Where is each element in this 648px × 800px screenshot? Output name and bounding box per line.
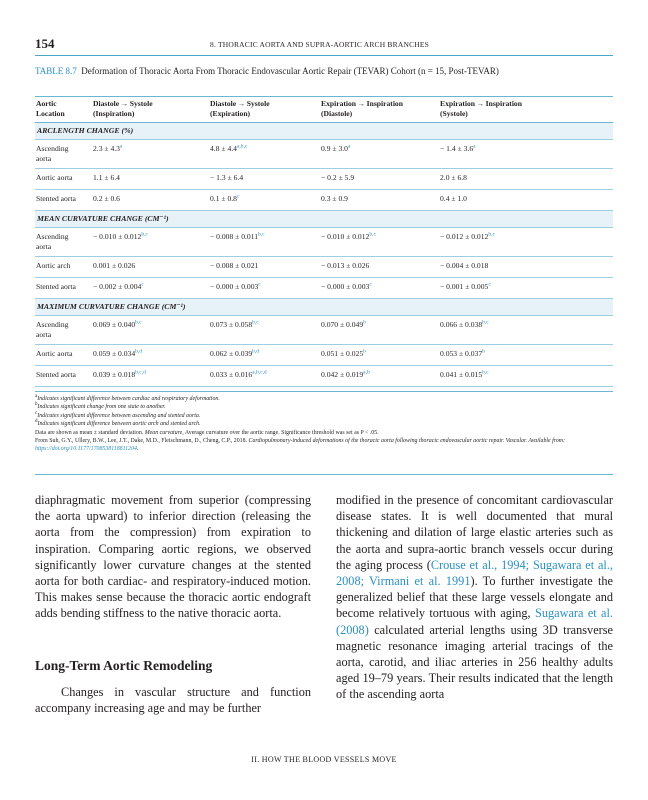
significance-marker: c [236,193,240,200]
value-cell: 0.4 ± 1.0 [440,190,613,211]
significance-marker: c [258,281,261,288]
table-row [35,169,613,190]
significance-marker: b [482,348,485,355]
significance-marker: b,c [258,231,265,238]
header-cell: Aortic Location [36,99,65,118]
value-cell: − 0.002 ± 0.004$^c$ [89,278,206,299]
table-row [35,190,613,211]
footnote-a: $^a$Indicates significant difference between cardiac and respiratory deformation. [35,394,220,402]
value-cell: $0.073 \pm 0.058^{b,c}$ [206,316,315,345]
table-row [35,345,613,366]
location-cell: Stented aorta [35,278,89,299]
significance-marker: b [363,319,366,326]
header-cell: Diastole → Systole (Inspiration) [93,99,153,118]
section-title: MEAN CURVATURE CHANGE (CM⁻¹) [35,211,613,228]
page-number: 154 [35,36,55,51]
value-cell: $0.033 \pm 0.016^{a,b,c,d}$ [206,366,315,387]
doi-link[interactable]: https://doi.org/10.1177/1708538118811204 [35,446,137,453]
location-cell: Stented aorta [35,366,89,387]
location-cell: Ascending aorta [35,140,89,169]
table-row [35,228,613,257]
significance-marker: b,c,d [135,369,146,376]
value-cell: 0.2 ± 0.6 [89,190,206,211]
value-cell: $0.069 \pm 0.040^{b,c}$ [89,316,206,345]
section-title: MAXIMUM CURVATURE CHANGE (CM⁻¹) [35,299,613,316]
section-heading: Long-Term Aortic Remodeling [35,658,213,673]
significance-marker: a [473,143,476,150]
significance-marker: b,c [482,369,489,376]
significance-marker: c [369,281,372,288]
source-note: From Suh, G.Y., Ullery, B.W., Lee, J.T., Dake, M.D., Fleischmann, D., Cheng, C.P., 2018. Cardiopulmonary-induced deformations of the thoracic aorta following thoracic endovascular aortic repair. Vascular. Available from: https://doi.org/10.1177/1708538118811204. [35,438,566,453]
significance-marker: b,c [135,319,142,326]
location-cell: Ascending aorta [35,228,89,257]
body-paragraph: modified in the presence of concomitant cardiovascular disease states. It is well documented that mural thickening and dilation of large elastic arteries such as the aorta and supra-aortic branch vessels occur during the aging process (Crouse et al., 1994; Sugawara et al., 2008; Virmani et al. 1991). To further investigate the generalized belief that these large vessels elongate and become relatively tortuous with aging, Sugawara et al. (2008) calculated arterial lengths using 3D transverse magnetic resonance imaging arterial tracings of the aorta, carotid, and iliac arteries in 256 healthy adults aged 19–79 years. Their results indicated that the length of the ascending aorta [336,493,614,702]
table-row [35,140,613,169]
significance-marker: b,d [252,348,260,355]
value-cell: 0.070 ± 0.049$^b$ [315,316,440,345]
significance-marker: b [363,348,366,355]
table-bottom-rule [35,474,613,475]
significance-marker: a,b [363,369,370,376]
value-cell: 0.3 ± 0.9 [315,190,440,211]
table-section-row [35,123,613,140]
data-note: Data are shown as mean ± standard deviation. Mean curvature, Average curvature over the aortic range. Significance threshold was set as P < .05. [35,429,379,436]
section-title: ARCLENGTH CHANGE (%) [35,123,613,140]
table-title: Deformation of Thoracic Aorta From Thoracic Endovascular Aortic Repair (TEVAR) Cohort (n = 15, Post-TEVAR) [81,66,499,76]
citation-link[interactable]: Crouse et al., 1994; Sugawara et al., 2008; Virmani et al. 1991 [336,557,613,589]
value-cell: $0.059 \pm 0.034^{b,d}$ [89,345,206,366]
significance-marker: b,c [252,319,259,326]
right-column-text [336,492,613,703]
value-cell: − $0.010 \pm 0.012^{b,c}$ [89,228,206,257]
table-header-row [35,97,613,123]
footnote-d: $^d$Indicates significant difference between aortic arch and stented arch. [35,419,201,428]
significance-marker: a [347,143,351,150]
significance-marker: b,c [482,319,489,326]
significance-marker: a [119,143,123,150]
header-cell: Diastole → Systole (Expiration) [210,99,270,118]
location-cell: Aortic arch [35,257,89,278]
significance-marker: c [488,281,491,288]
value-cell: 2.0 ± 6.8 [440,169,613,190]
header-cell: Expiration → Inspiration (Diastole) [321,99,403,118]
significance-marker: a,b,c,d [252,369,267,376]
table-row [35,278,613,299]
value-cell: 0.1 ± 0.8$^c$ [206,190,315,211]
body-paragraph: diaphragmatic movement from superior (compressing the aorta upward) to inferior direction (releasing the aorta from the compression) from expiration to inspiration. Comparing aortic regions, we observed significantly lower curvature changes at the stented aorta for both cardiac- and respiratory-induced motion. This makes sense because the thoracic aortic endograft adds bending stiffness to the native thoracic aorta. [35,493,311,621]
significance-marker: a,b,c [236,143,248,150]
value-cell: − 0.001 ± 0.005$^c$ [440,278,613,299]
table-caption [35,66,595,77]
table-row [35,257,613,278]
page-header [35,36,613,56]
footnote-b: $^b$Indicates significant change from one state to another. [35,402,166,411]
left-column-text [35,492,311,622]
value-cell: − $0.010 \pm 0.012^{b,c}$ [315,228,440,257]
footnote-c: $^c$Indicates significant difference between ascending and stented aorta. [35,410,201,419]
value-cell: − 0.000 ± 0.003$^c$ [315,278,440,299]
location-cell: Ascending aorta [35,316,89,345]
left-column-paragraph-2: Changes in vascular structure and function accompany increasing age and may be further [35,685,311,716]
value-cell: $0.039 \pm 0.018^{b,c,d}$ [89,366,206,387]
location-cell: Aortic aorta [35,169,89,190]
location-cell: Aortic aorta [35,345,89,366]
value-cell: 0.051 ± 0.025$^b$ [315,345,440,366]
table-section-row [35,211,613,228]
location-cell: Stented aorta [35,190,89,211]
value-cell: 0.001 ± 0.026 [89,257,206,278]
table-section-row [35,299,613,316]
value-cell: − 1.4 ± 3.6$^a$ [440,140,613,169]
value-cell: $0.041 \pm 0.015^{b,c}$ [440,366,613,387]
value-cell: 1.1 ± 6.4 [89,169,206,190]
page-footer: II. HOW THE BLOOD VESSELS MOVE [251,755,397,764]
value-cell: − 0.2 ± 5.9 [315,169,440,190]
table-label: TABLE 8.7 [35,66,77,76]
significance-marker: c [141,281,144,288]
table-footnotes [35,391,613,454]
value-cell: − $0.008 \pm 0.011^{b,c}$ [206,228,315,257]
data-table [35,96,613,387]
value-cell: $0.042 \pm 0.019^{a,b}$ [315,366,440,387]
value-cell: − 0.008 ± 0.021 [206,257,315,278]
value-cell: 0.9 ± 3.0$^a$ [315,140,440,169]
value-cell: $0.062 \pm 0.039^{b,d}$ [206,345,315,366]
table-body [35,123,613,387]
significance-marker: b,d [135,348,143,355]
header-cell: Expiration → Inspiration (Systole) [440,99,522,118]
value-cell: − 0.013 ± 0.026 [315,257,440,278]
value-cell: − 0.004 ± 0.018 [440,257,613,278]
value-cell: 0.053 ± 0.037$^b$ [440,345,613,366]
significance-marker: b,c [369,231,376,238]
significance-marker: b,c [141,231,148,238]
value-cell: 2.3 ± 4.3$^a$ [89,140,206,169]
value-cell: − 1.3 ± 6.4 [206,169,315,190]
significance-marker: b,c [488,231,495,238]
citation-link[interactable]: Sugawara et al. (2008) [336,606,613,637]
running-head: 8. THORACIC AORTA AND SUPRA-AORTIC ARCH BRANCHES [210,40,430,49]
table-row [35,366,613,387]
value-cell: − $0.012 \pm 0.012^{b,c}$ [440,228,613,257]
value-cell: − 0.000 ± 0.003$^c$ [206,278,315,299]
value-cell: $4.8 \pm 4.4^{a,b,c}$ [206,140,315,169]
value-cell: $0.066 \pm 0.038^{b,c}$ [440,316,613,345]
table-row [35,316,613,345]
